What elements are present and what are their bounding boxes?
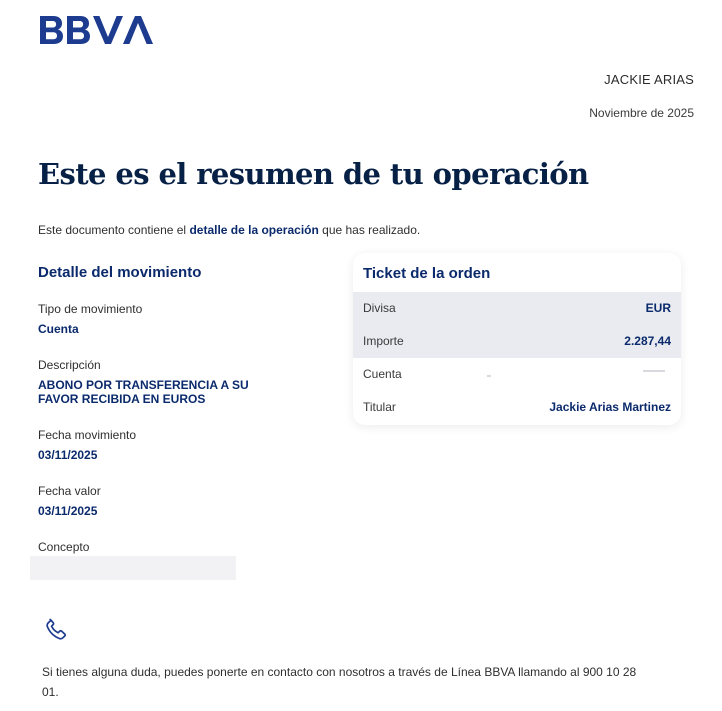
field-label: Concepto	[38, 540, 90, 554]
ticket-row-amount	[353, 325, 681, 358]
user-name: JACKIE ARIAS	[604, 72, 694, 87]
movement-details	[38, 264, 318, 554]
ticket-row-account	[353, 358, 681, 391]
page-title: Este es el resumen de tu operación	[38, 157, 589, 191]
field-value: 03/11/2025	[38, 504, 98, 518]
intro-text-end: que has realizado.	[318, 223, 421, 237]
contact-text: Si tienes alguna duda, puedes ponerte en contacto con nosotros a través de Línea BBVA llamando al 900 10 28 01.	[42, 665, 637, 699]
order-ticket-card	[353, 253, 681, 425]
row-label: Titular	[363, 400, 396, 414]
field-movement-date	[38, 428, 136, 462]
row-label: Cuenta	[363, 367, 402, 381]
phone-icon	[44, 617, 68, 641]
field-label: Tipo de movimiento	[38, 302, 143, 316]
field-label: Descripción	[38, 358, 101, 372]
account-redaction-mark	[643, 370, 665, 372]
ticket-row-currency	[353, 292, 681, 325]
field-concept	[38, 540, 89, 554]
field-label: Fecha movimiento	[38, 428, 137, 442]
movement-section-title: Detalle del movimiento	[38, 264, 202, 281]
field-description	[38, 358, 278, 406]
field-value: 03/11/2025	[38, 448, 98, 462]
row-value: Jackie Arias Martinez	[549, 400, 671, 414]
ticket-row-holder	[353, 391, 681, 424]
bbva-logo	[38, 10, 164, 50]
row-label: Importe	[363, 334, 404, 348]
intro-text	[38, 223, 420, 237]
field-movement-type	[38, 302, 142, 336]
document-date: Noviembre de 2025	[589, 106, 694, 120]
concept-redacted-value	[30, 556, 236, 580]
row-value: EUR	[645, 301, 671, 315]
intro-text-start: Este documento contiene el	[38, 223, 190, 237]
field-value: ABONO POR TRANSFERENCIA A SU FAVOR RECIBIDA EN EUROS	[38, 378, 249, 406]
account-redaction-mark	[487, 375, 491, 377]
row-value: 2.287,44	[624, 334, 671, 348]
field-value: Cuenta	[38, 322, 79, 336]
field-value-date	[38, 484, 101, 518]
intro-text-bold: detalle de la operación	[189, 223, 319, 237]
ticket-title: Ticket de la orden	[363, 265, 491, 282]
field-label: Fecha valor	[38, 484, 101, 498]
row-label: Divisa	[363, 301, 396, 315]
